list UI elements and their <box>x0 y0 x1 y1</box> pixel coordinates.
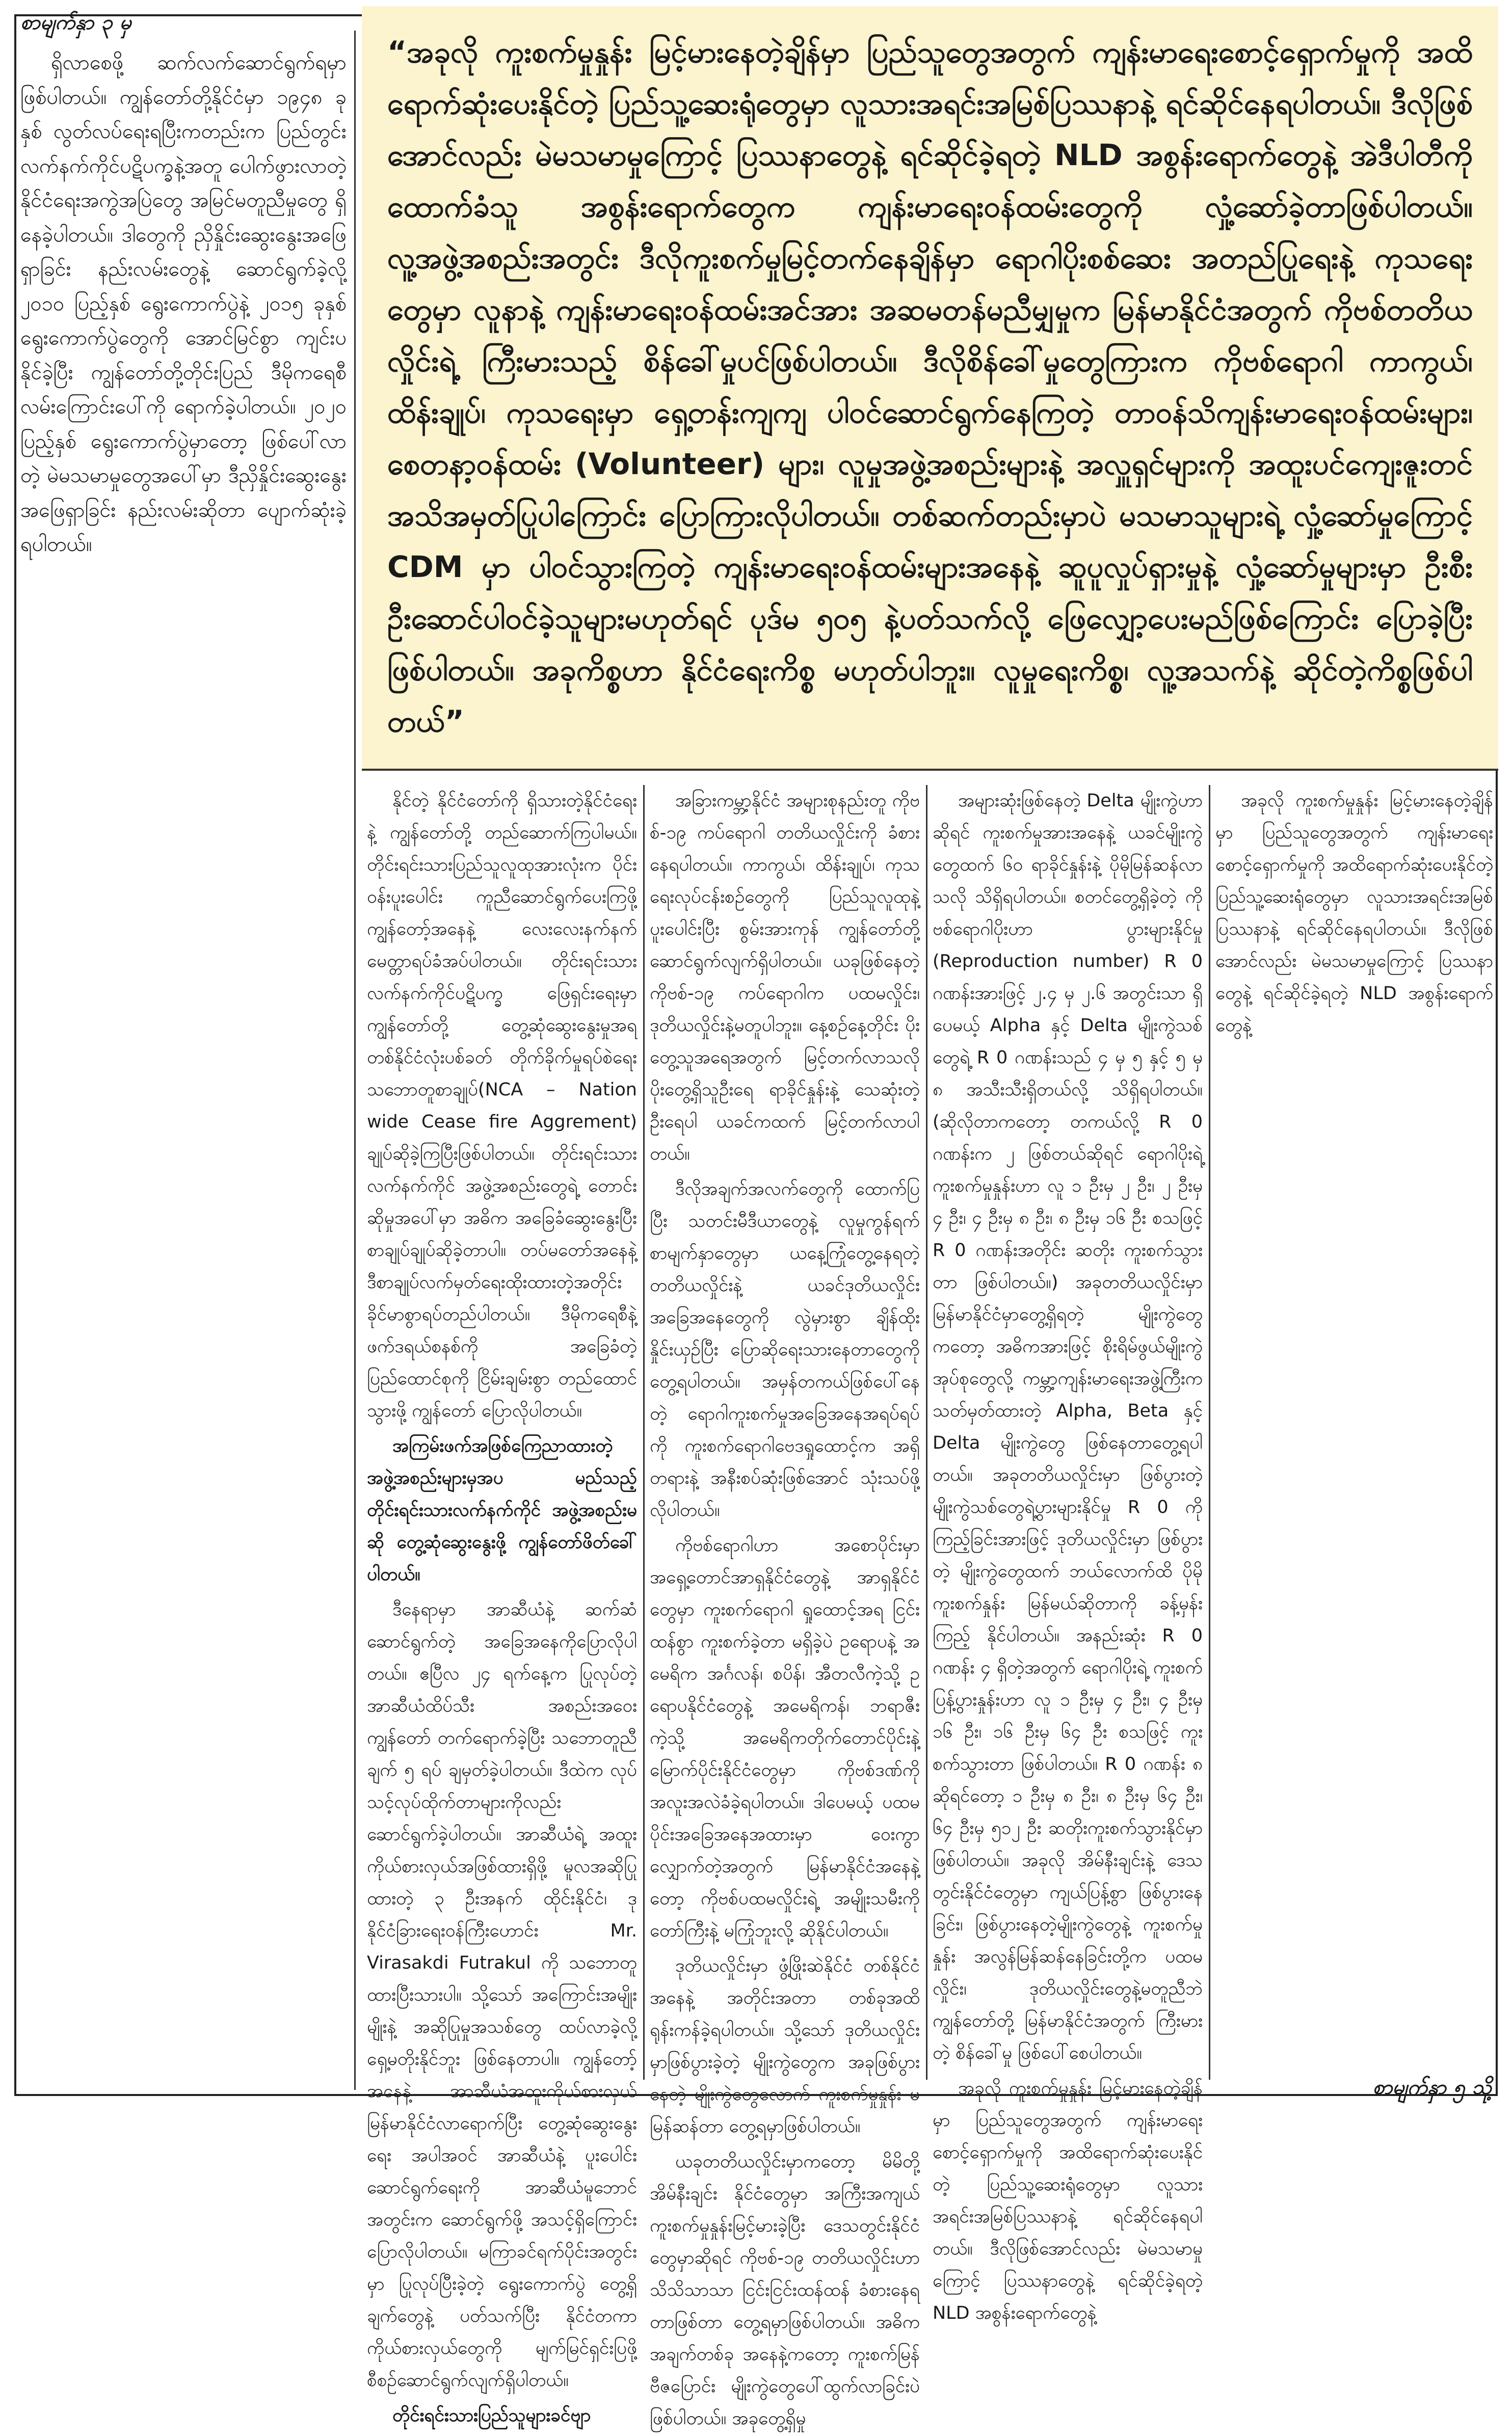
continued-note: စာမျက်နှာ ၅ သို့ <box>1372 2076 1492 2099</box>
article-column-4 <box>1215 785 1493 2080</box>
article-paragraph: အခြားကမ္ဘာ့နိုင်ငံ အများစုနည်းတူ ကိုဗစ်-၁၉ ကပ်ရောဂါ တတိယလှိုင်းကို ခံစားနေရပါတယ်။ ကာကွယ်၊ ထိန်းချုပ်၊ ကုသရေးလုပ်ငန်းစဉ်တွေကို ပြည်သူလူထုနဲ့ပူးပေါင်းပြီး စွမ်းအားကုန် ကျွန်တော်တို့ ဆောင်ရွက်လျက်ရှိပါတယ်။ ယခုဖြစ်နေတဲ့ ကိုဗစ်-၁၉ ကပ်ရောဂါက ပထမလှိုင်း၊ ဒုတိယလှိုင်းနဲ့မတူပါဘူး။ နေ့စဉ်နေ့တိုင်း ပိုးတွေ့သူအရေအတွက် မြင့်တက်လာသလို ပိုးတွေ့ရှိသူဦးရေ ရာခိုင်နှုန်းနဲ့ သေဆုံးတဲ့ဦးရေပါ ယခင်ကထက် မြင့်တက်လာပါတယ်။ <box>650 791 920 1164</box>
article-paragraph: ဒီနေရာမှာ အာဆီယံနဲ့ ဆက်ဆံဆောင်ရွက်တဲ့ အခြေအနေကိုပြောလိုပါတယ်။ ဧပြီလ ၂၄ ရက်နေ့က ပြုလုပ်တဲ့ အာဆီယံထိပ်သီး အစည်းအဝေး ကျွန်တော် တက်ရောက်ခဲ့ပြီး သဘောတူညီချက် ၅ ရပ် ချမှတ်ခဲ့ပါတယ်။ ဒီထဲက လုပ်သင့်လုပ်ထိုက်တာများကိုလည်း ဆောင်ရွက်ခဲ့ပါတယ်။ အာဆီယံရဲ့ အထူးကိုယ်စားလှယ်အဖြစ်ထားရှိဖို့ မူလအဆိုပြုထားတဲ့ ၃ ဦးအနက် ထိုင်းနိုင်ငံ၊ ဒုနိုင်ငံခြားရေးဝန်ကြီးဟောင်း Mr. Virasakdi Futrakul ကို သဘောတူထားပြီးသားပါ။ သို့သော် အကြောင်းအမျိုးမျိုးနဲ့ အဆိုပြုမှုအသစ်တွေ ထပ်လာခဲ့လို့ ရှေ့မတိုးနိုင်ဘူး ဖြစ်နေတာပါ။ ကျွန်တော့်အနေနဲ့ အာဆီယံအထူးကိုယ်စားလှယ် မြန်မာနိုင်ငံလာရောက်ပြီး တွေ့ဆုံဆွေးနွေးရေး အပါအဝင် အာဆီယံနဲ့ ပူးပေါင်းဆောင်ရွက်ရေးကို အာဆီယံမူဘောင်အတွင်းက ဆောင်ရွက်ဖို့ အသင့်ရှိကြောင်း ပြောလိုပါတယ်။ မကြာခင်ရက်ပိုင်းအတွင်းမှာ ပြုလုပ်ပြီးခဲ့တဲ့ ရွေးကောက်ပွဲ တွေ့ရှိချက်တွေနဲ့ ပတ်သက်ပြီး နိုင်ငံတကာ ကိုယ်စားလှယ်တွေကို မျက်မြင်ရှင်းပြဖို့ စီစဉ်ဆောင်ရွက်လျက်ရှိပါတယ်။ <box>367 1600 637 2391</box>
column-divider <box>643 785 645 2080</box>
article-paragraph: အခုလို ကူးစက်မှုနှုန်း မြင့်မားနေတဲ့ချိန်မှာ ပြည်သူတွေအတွက် ကျန်းမာရေးစောင့်ရှောက်မှုကို အထိရောက်ဆုံးပေးနိုင်တဲ့ ပြည်သူ့ဆေးရုံတွေမှာ လူသားအရင်းအမြစ်ပြဿနာနဲ့ ရင်ဆိုင်နေရပါတယ်။ ဒီလိုဖြစ်အောင်လည်း မဲမသမာမှုကြောင့် ပြဿနာတွေနဲ့ ရင်ဆိုင်ခဲ့ရတဲ့ NLD အစွန်းရောက်တွေနဲ့ <box>1215 791 1493 1036</box>
page-marker: စာမျက်နှာ ၃ မှ <box>20 11 131 34</box>
article-column-3 <box>933 785 1203 2323</box>
column-divider <box>926 785 927 2080</box>
article-column-2 <box>650 785 920 2429</box>
article-paragraph: ယခုတတိယလှိုင်းမှာကတော့ မိမိတို့အိမ်နီးချင်း နိုင်ငံတွေမှာ အကြီးအကျယ် ကူးစက်မှုနှုန်းမြင့်မားခဲ့ပြီး ဒေသတွင်းနိုင်ငံတွေမှာဆိုရင် ကိုဗစ်-၁၉ တတိယလှိုင်းဟာ သိသိသာသာ ငြင်းငြင်းထန်ထန် ခံစားနေရတာဖြစ်တာ တွေ့ရမှာဖြစ်ပါတယ်။ အဓိကအချက်တစ်ခု အနေနဲ့ကတော့ ကူးစက်မြန် ဗီဇပြောင်း မျိုးကွဲတွေပေါ်ထွက်လာခြင်းပဲ ဖြစ်ပါတယ်။ အခုတွေ့ရှိမှု <box>650 2152 920 2429</box>
column-divider <box>354 31 356 2090</box>
article-paragraph: ကိုဗစ်ရောဂါဟာ အစောပိုင်းမှာ အရှေ့တောင်အာရှနိုင်ငံတွေနဲ့ အာရှနိုင်ငံတွေမှာ ကူးစက်ရောဂါ ရှုထောင့်အရ ငြင်းထန်စွာ ကူးစက်ခဲ့တာ မရှိခဲ့ပဲ ဥရောပနဲ့ အမေရိက အင်္ဂလန်၊ စပိန်၊ အီတလီကဲ့သို့ ဥရောပနိုင်ငံတွေနဲ့ အမေရိကန်၊ ဘရာဇီးကဲ့သို့ အမေရိကတိုက်တောင်ပိုင်းနဲ့ မြောက်ပိုင်းနိုင်ငံတွေမှာ ကိုဗစ်ဒဏ်ကို အလူးအလဲခံခဲ့ရပါတယ်။ ဒါပေမယ့် ပထမပိုင်းအခြေအနေအထားမှာ ဝေးကွာလျှောက်တဲ့အတွက် မြန်မာနိုင်ငံအနေနဲ့တော့ ကိုဗစ်ပထမလှိုင်းရဲ့ အမျိုးသမီးကိုတော်ကြီးနဲ့ မကြုံဘူးလို့ ဆိုနိုင်ပါတယ်။ <box>650 1535 920 1941</box>
left-column <box>20 46 347 2075</box>
article-paragraph-bold: အကြမ်းဖက်အဖြစ်ကြေညာထားတဲ့ အဖွဲ့အစည်းများမှအပ မည်သည့်တိုင်းရင်းသားလက်နက်ကိုင် အဖွဲ့အစည်းမဆို တွေ့ဆုံဆွေးနွေးဖို့ ကျွန်တော်ဖိတ်ခေါ်ပါတယ်။ <box>367 1436 637 1585</box>
quote-box <box>362 6 1498 771</box>
article-column-1 <box>367 785 637 2426</box>
article-paragraph: ဒီလိုအချက်အလက်တွေကို ထောက်ပြပြီး သတင်းမီဒီယာတွေနဲ့ လူမှုကွန်ရက်စာမျက်နှာတွေမှာ ယနေ့ကြုံတွေ့နေရတဲ့ တတိယလှိုင်းနဲ့ ယခင်ဒုတိယလှိုင်းအခြေအနေတွေကို လွဲမှားစွာ ချိန်ထိုးနှိုင်းယှဉ်ပြီး ပြောဆိုရေးသားနေတာတွေကို တွေ့ရပါတယ်။ အမှန်တကယ်ဖြစ်ပေါ်နေတဲ့ ရောဂါကူးစက်မှုအခြေအနေအရပ်ရပ်ကို ကူးစက်ရောဂါဗေဒရှုထောင့်က အရှိတရားနဲ့ အနီးစပ်ဆုံးဖြစ်အောင် သုံးသပ်ဖို့လိုပါတယ်။ <box>650 1179 920 1521</box>
article-subheading: တိုင်းရင်းသားပြည်သူများခင်ဗျာ <box>392 2405 591 2426</box>
article-paragraph: အခုလို ကူးစက်မှုနှုန်း မြင့်မားနေတဲ့ချိန်မှာ ပြည်သူတွေအတွက် ကျန်းမာရေးစောင့်ရှောက်မှုကို အထိရောက်ဆုံးပေးနိုင်တဲ့ ပြည်သူ့ဆေးရုံတွေမှာ လူသားအရင်းအမြစ်ပြဿနာနဲ့ ရင်ဆိုင်နေရပါတယ်။ ဒီလိုဖြစ်အောင်လည်း မဲမသမာမှုကြောင့် ပြဿနာတွေနဲ့ ရင်ဆိုင်ခဲ့ရတဲ့ NLD အစွန်းရောက်တွေနဲ့ <box>933 2078 1203 2323</box>
article-paragraph: ဒုတိယလှိုင်းမှာ ဖွံ့ဖြိုးဆဲနိုင်ငံ တစ်နိုင်ငံအနေနဲ့ အတိုင်းအတာ တစ်ခုအထိ ရုန်းကန်ခဲ့ရပါတယ်။ သို့သော် ဒုတိယလှိုင်းမှာဖြစ်ပွားခဲ့တဲ့ မျိုးကွဲတွေက အခုဖြစ်ပွားနေတဲ့ မျိုးကွဲတွေလောက် ကူးစက်မှုနှုန်း မမြန်ဆန်တာ တွေ့ရမှာဖြစ်ပါတယ်။ <box>650 1956 920 2137</box>
quote-text: “အခုလို ကူးစက်မှုနှုန်း မြင့်မားနေတဲ့ချိန်မှာ ပြည်သူတွေအတွက် ကျန်းမာရေးစောင့်ရှောက်မှုကို အထိရောက်ဆုံးပေးနိုင်တဲ့ ပြည်သူ့ဆေးရုံတွေမှာ လူသားအရင်းအမြစ်ပြဿနာနဲ့ ရင်ဆိုင်နေရပါတယ်။ ဒီလိုဖြစ်အောင်လည်း မဲမသမာမှုကြောင့် ပြဿနာတွေနဲ့ ရင်ဆိုင်ခဲ့ရတဲ့ NLD အစွန်းရောက်တွေနဲ့ အဲဒီပါတီကိုထောက်ခံသူ အစွန်းရောက်တွေက ကျန်းမာရေးဝန်ထမ်းတွေကို လှုံ့ဆော်ခဲ့တာဖြစ်ပါတယ်။ လူ့အဖွဲ့အစည်းအတွင်း ဒီလိုကူးစက်မှုမြင့်တက်နေချိန်မှာ ရောဂါပိုးစစ်ဆေး အတည်ပြုရေးနဲ့ ကုသရေးတွေမှာ လူနာနဲ့ ကျန်းမာရေးဝန်ထမ်းအင်အား အဆမတန်မညီမျှမှုက မြန်မာနိုင်ငံအတွက် ကိုဗစ်တတိယလှိုင်းရဲ့ ကြီးမားသည့် စိန်ခေါ်မှုပင်ဖြစ်ပါတယ်။ ဒီလိုစိန်ခေါ်မှုတွေကြားက ကိုဗစ်ရောဂါ ကာကွယ်၊ ထိန်းချုပ်၊ ကုသရေးမှာ ရှေ့တန်းကျကျ ပါဝင်ဆောင်ရွက်နေကြတဲ့ တာဝန်သိကျန်းမာရေးဝန်ထမ်းများ၊ စေတနာ့ဝန်ထမ်း (Volunteer) များ၊ လူမှုအဖွဲ့အစည်းများနဲ့ အလှူရှင်များကို အထူးပင်ကျေးဇူးတင်အသိအမှတ်ပြုပါကြောင်း ပြောကြားလိုပါတယ်။ တစ်ဆက်တည်းမှာပဲ မသမာသူများရဲ့ လှုံ့ဆော်မှုကြောင့် CDM မှာ ပါဝင်သွားကြတဲ့ ကျန်းမာရေးဝန်ထမ်းများအနေနဲ့ ဆူပူလှုပ်ရှားမှုနဲ့ လှုံ့ဆော်မှုများမှာ ဦးစီးဦးဆောင်ပါဝင်ခဲ့သူများမဟုတ်ရင် ပုဒ်မ ၅၀၅ နဲ့ပတ်သက်လို့ ဖြေလျှော့ပေးမည်ဖြစ်ကြောင်း ပြောခဲ့ပြီးဖြစ်ပါတယ်။ အခုကိစ္စဟာ နိုင်ငံရေးကိစ္စ မဟုတ်ပါဘူး။ လူမှုရေးကိစ္စ၊ လူ့အသက်နဲ့ ဆိုင်တဲ့ကိစ္စဖြစ်ပါတယ်” <box>387 35 1473 739</box>
left-paragraph: ရှိလာစေဖို့ ဆက်လက်ဆောင်ရွက်ရမှာ ဖြစ်ပါတယ်။ ကျွန်တော်တို့နိုင်ငံမှာ ၁၉၄၈ ခုနှစ် လွတ်လပ်ရေးရပြီးကတည်းက ပြည်တွင်းလက်နက်ကိုင်ပဋိပက္ခနဲ့အတူ ပေါက်ဖွားလာတဲ့ နိုင်ငံရေးအကွဲအပြဲတွေ အမြင်မတူညီမှုတွေ ရှိနေခဲ့ပါတယ်။ ဒါတွေကို ညှိနှိုင်းဆွေးနွေးအဖြေရှာခြင်း နည်းလမ်းတွေနဲ့ ဆောင်ရွက်ခဲ့လို့ ၂၀၁၀ ပြည့်နှစ် ရွေးကောက်ပွဲနဲ့ ၂၀၁၅ ခုနှစ် ရွေးကောက်ပွဲတွေကို အောင်မြင်စွာ ကျင်းပနိုင်ခဲ့ပြီး ကျွန်တော်တို့တိုင်းပြည် ဒီမိုကရေစီလမ်းကြောင်းပေါ်ကို ရောက်ခဲ့ပါတယ်။ ၂၀၂၀ ပြည့်နှစ် ရွေးကောက်ပွဲမှာတော့ ဖြစ်ပေါ်လာတဲ့ မဲမသမာမှုတွေအပေါ်မှာ ဒီညှိနှိုင်းဆွေးနွေး အဖြေရှာခြင်း နည်းလမ်းဆိုတာ ပျောက်ဆုံးခဲ့ရပါတယ်။ <box>20 51 347 556</box>
article-paragraph: နိုင်တဲ့ နိုင်ငံတော်ကို ရှိသားတဲ့နိုင်ငံရေးနဲ့ ကျွန်တော်တို့ တည်ဆောက်ကြပါမယ်။ တိုင်းရင်းသားပြည်သူလူထုအားလုံးက ပိုင်းဝန်းပူးပေါင်း ကူညီဆောင်ရွက်ပေးကြဖို့ ကျွန်တော့်အနေနဲ့ လေးလေးနက်နက် မေတ္တာရပ်ခံအပ်ပါတယ်။ တိုင်းရင်းသားလက်နက်ကိုင်ပဋိပက္ခ ဖြေရှင်းရေးမှာ ကျွန်တော်တို့ တွေ့ဆုံဆွေးနွေးမှုအရ တစ်နိုင်ငံလုံးပစ်ခတ် တိုက်ခိုက်မှုရပ်စဲရေးသဘောတူစာချုပ်(NCA – Nation wide Cease fire Aggrement) ချုပ်ဆိုခဲ့ကြပြီးဖြစ်ပါတယ်။ တိုင်းရင်းသားလက်နက်ကိုင် အဖွဲ့အစည်းတွေရဲ့ တောင်းဆိုမှုအပေါ်မှာ အဓိက အခြေခံဆွေးနွေးပြီး စာချုပ်ချုပ်ဆိုခဲ့တာပါ။ တပ်မတော်အနေနဲ့ ဒီစာချုပ်လက်မှတ်ရေးထိုးထားတဲ့အတိုင်း ခိုင်မာစွာရပ်တည်ပါတယ်။ ဒီမိုကရေစီနဲ့ ဖက်ဒရယ်စနစ်ကို အခြေခံတဲ့ ပြည်ထောင်စုကို ငြိမ်းချမ်းစွာ တည်ထောင်သွားဖို့ ကျွန်တော် ပြောလိုပါတယ်။ <box>367 791 637 1421</box>
column-divider <box>1209 785 1210 2080</box>
article-paragraph: အများဆုံးဖြစ်နေတဲ့ Delta မျိုးကွဲဟာဆိုရင် ကူးစက်မှုအားအနေနဲ့ ယခင်မျိုးကွဲတွေထက် ၆၀ ရာခိုင်နှုန်းနဲ့ ပိုမိုမြန်ဆန်လာသလို သိရှိရပါတယ်။ စတင်တွေ့ရှိခဲ့တဲ့ ကိုဗစ်ရောဂါပိုးဟာ ပွားများနိုင်မှု (Reproduction number) R 0 ဂဏန်းအားဖြင့် ၂.၄ မှ ၂.၆ အတွင်းသာ ရှိပေမယ့် Alpha နှင့် Delta မျိုးကွဲသစ်တွေရဲ့ R 0 ဂဏန်းသည် ၄ မှ ၅ နှင့် ၅ မှ ၈ အသီးသီးရှိတယ်လို့ သိရှိရပါတယ်။ (ဆိုလိုတာကတော့ တကယ်လို့ R 0 ဂဏန်းက ၂ ဖြစ်တယ်ဆိုရင် ရောဂါပိုးရဲ့ ကူးစက်မှုနှုန်းဟာ လူ ၁ ဦးမှ ၂ ဦး၊ ၂ ဦးမှ ၄ ဦး၊ ၄ ဦးမှ ၈ ဦး၊ ၈ ဦးမှ ၁၆ ဦး စသဖြင့် R 0 ဂဏန်းအတိုင်း ဆတိုး ကူးစက်သွားတာ ဖြစ်ပါတယ်။) အခုတတိယလှိုင်းမှာ မြန်မာနိုင်ငံမှာတွေ့ရှိရတဲ့ မျိုးကွဲတွေကတော့ အဓိကအားဖြင့် စိုးရိမ်ဖွယ်မျိုးကွဲအုပ်စုတွေလို့ ကမ္ဘာ့ကျန်းမာရေးအဖွဲ့ကြီးက သတ်မှတ်ထားတဲ့ Alpha, Beta နှင့် Delta မျိုးကွဲတွေ ဖြစ်နေတာတွေ့ရပါတယ်။ အခုတတိယလှိုင်းမှာ ဖြစ်ပွားတဲ့ မျိုးကွဲသစ်တွေရဲ့ပွားများနိုင်မှု R 0 ကို ကြည့်ခြင်းအားဖြင့် ဒုတိယလှိုင်းမှာ ဖြစ်ပွားတဲ့ မျိုးကွဲတွေထက် ဘယ်လောက်ထိ ပိုမိုကူးစက်နှုန်း မြန်မယ်ဆိုတာကို ခန့်မှန်းကြည့် နိုင်ပါတယ်။ အနည်းဆုံး R 0 ဂဏန်း ၄ ရှိတဲ့အတွက် ရောဂါပိုးရဲ့ ကူးစက်ပြန့်ပွားနှုန်းဟာ လူ ၁ ဦးမှ ၄ ဦး၊ ၄ ဦးမှ ၁၆ ဦး၊ ၁၆ ဦးမှ ၆၄ ဦး စသဖြင့် ကူးစက်သွားတာ ဖြစ်ပါတယ်။ R 0 ဂဏန်း ၈ ဆိုရင်တော့ ၁ ဦးမှ ၈ ဦး၊ ၈ ဦးမှ ၆၄ ဦး၊ ၆၄ ဦးမှ ၅၁၂ ဦး ဆတိုးကူးစက်သွားနိုင်မှာ ဖြစ်ပါတယ်။ အခုလို အိမ်နီးချင်းနဲ့ ဒေသတွင်းနိုင်ငံတွေမှာ ကျယ်ပြန့်စွာ ဖြစ်ပွားနေခြင်း၊ ဖြစ်ပွားနေတဲ့မျိုးကွဲတွေနဲ့ ကူးစက်မှုနှုန်း အလွန်မြန်ဆန်နေခြင်းတို့က ပထမလှိုင်း၊ ဒုတိယလှိုင်းတွေနဲ့မတူညီဘဲ ကျွန်တော်တို့ မြန်မာနိုင်ငံအတွက် ကြီးမားတဲ့ စိန်ခေါ်မှု ဖြစ်ပေါ်စေပါတယ်။ <box>933 791 1203 2063</box>
